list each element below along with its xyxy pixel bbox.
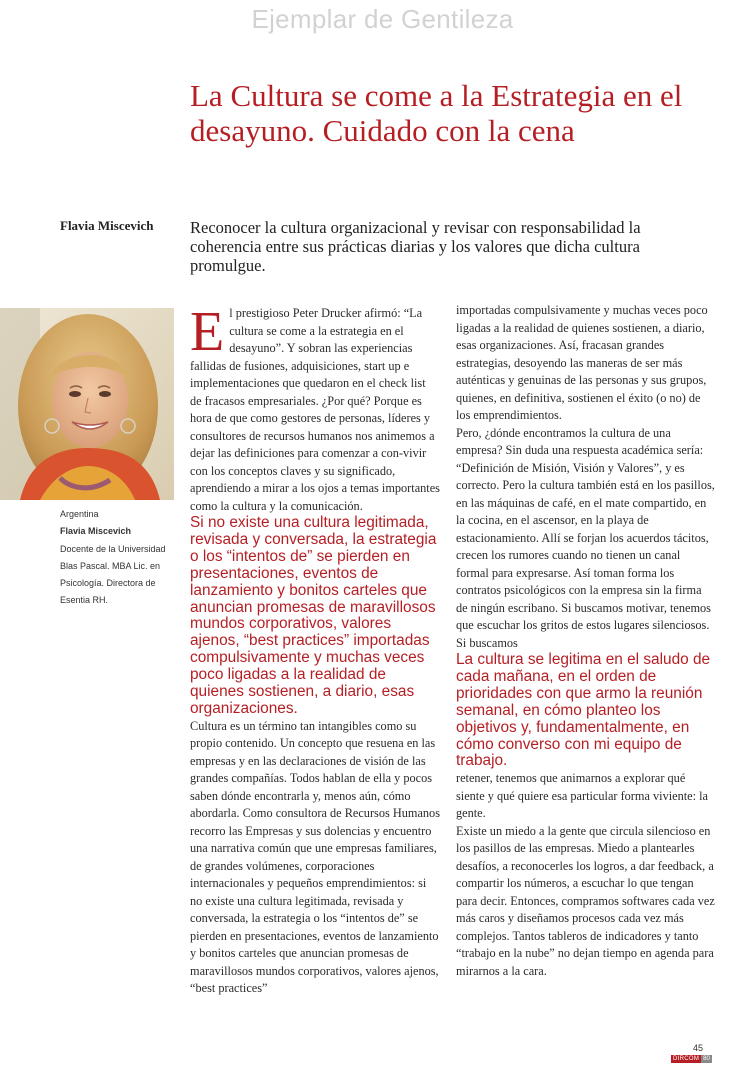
author-bio: Docente de la Universidad Blas Pascal. MBA Lic. en Psicología. Directora de Esentia RH. (60, 543, 166, 606)
magazine-brand: DIRCOM (673, 1056, 700, 1062)
article-paragraph-1-text: l prestigioso Peter Drucker afirmó: “La cultura se come a la estrategia en el desayuno”. Y sobran las experiencias fallidas de fusiones, adquisiciones, start up e implementaciones que quedaron en el check list de fracasos empresariales. ¿Por qué? Porque es hora de que como gestores de personas, líderes y consultores de recursos humanos nos animemos a dejar las definiciones para comenzar a con-vivir con los conceptos claves y su significado, aprendiendo a mirar a los ojos a temas importantes como la cultura y la comunicación. (190, 306, 440, 513)
author-portrait-image (0, 308, 174, 500)
article-paragraph-6: Existe un miedo a la gente que circula silencioso en los pasillos de las empresas. Miedo a plantearles desafíos, a reconocerles los logros, a dar feedback, a compartir los números, a escuchar lo que tengan para decir. Entonces, compramos softwares cada vez más caros y diseñamos procesos cada vez más complejos. Tantos tableros de indicadores y tanto “trabajo en la nube” no dejan tiempo en agenda para mirarnos a la cara. (456, 823, 715, 978)
watermark-text: Ejemplar de Gentileza (251, 4, 514, 34)
author-country: Argentina (60, 509, 99, 519)
author-name: Flavia Miscevich (60, 218, 154, 233)
magazine-footer-badge (671, 1055, 712, 1063)
pull-quote-2: La cultura se legitima en el saludo de cada mañana, en el orden de prioridades con que armo la reunión semanal, en cómo planteo los objetivos y, fundamentalmente, en cómo converso con mi equipo de trabajo. (456, 651, 711, 770)
article-column-2 (456, 302, 715, 980)
article-column-1 (190, 301, 440, 998)
article-paragraph-1 (190, 301, 440, 515)
author-caption (60, 506, 172, 610)
drop-cap: E (190, 301, 225, 363)
article-paragraph-4: Pero, ¿dónde encontramos la cultura de una empresa? Sin duda una respuesta académica sería: “Definición de Misión, Visión y Valores”, y es correcto. Pero la cultura también está en los pasillos, en las máquinas de café, en el mate compartido, en la cocina, en el ascensor, en la playa de estacionamiento. Allí se forjan los acuerdos tácitos, crecen los rumores cuando no tienen un canal formal para expresarse. Así toman forma los contratos psicológicos con la empresa sin la firma de ningún escribano. Si buscamos motivar, tenemos que escuchar los gritos de estos lugares silenciosos. Si buscamos (456, 425, 715, 650)
page-number: 45 (693, 1043, 704, 1053)
article-paragraph-3: importadas compulsivamente y muchas veces poco ligadas a la realidad de quienes sostienen, a diario, esas organizaciones. Así, fracasan grandes estrategias, desoyendo las maneras de ser más auténticas y genuinas de las personas y sus grupos, quienes, en definitiva, sostienen el éxito (o no) de los emprendimientos. (456, 303, 708, 422)
article-paragraph-2: Cultura es un término tan intangibles como su propio contenido. Un concepto que resuena en las empresas y en las declaraciones de visión de las grandes compañías. Todos hablan de ella y pocos saben dónde encontrarla y, menos aún, cómo abordarla. Como consultora de Recursos Humanos recorro las Empresas y sus dolencias y encuentro una narrativa común que une empresas familiares, de grandes volúmenes, corporaciones internacionales y pequeños emprendimientos: si no existe una cultura legitimada, revisada y conversada, la estrategia o los “intentos de” se pierden en presentaciones, eventos de lanzamiento y bonitos carteles que anuncian promesas de maravillosos mundos corporativos, valores ajenos, “best practices” (190, 718, 440, 996)
magazine-issue: 80 (703, 1056, 710, 1062)
article-lead: Reconocer la cultura organizacional y revisar con responsabilidad la coherencia entre sus prácticas diarias y los valores que dicha cultura promulgue. (190, 218, 641, 275)
article-title: La Cultura se come a la Estrategia en el desayuno. Cuidado con la cena (190, 78, 683, 148)
author-photo (0, 308, 174, 500)
pull-quote-1: Si no existe una cultura legitimada, revisada y conversada, la estrategia o los “intentos de” se pierden en presentaciones, eventos de lanzamiento y bonitos carteles que anuncian promesas de maravillosos mundos corporativos, valores ajenos, “best practices” importadas compulsivamente y muchas veces poco ligadas a la realidad de quienes sostienen, a diario, esas organizaciones. (190, 514, 437, 717)
article-paragraph-5: retener, tenemos que animarnos a explorar qué siente y qué quiere esa particular forma viviente: la gente. (456, 771, 708, 821)
author-caption-name: Flavia Miscevich (60, 526, 132, 537)
